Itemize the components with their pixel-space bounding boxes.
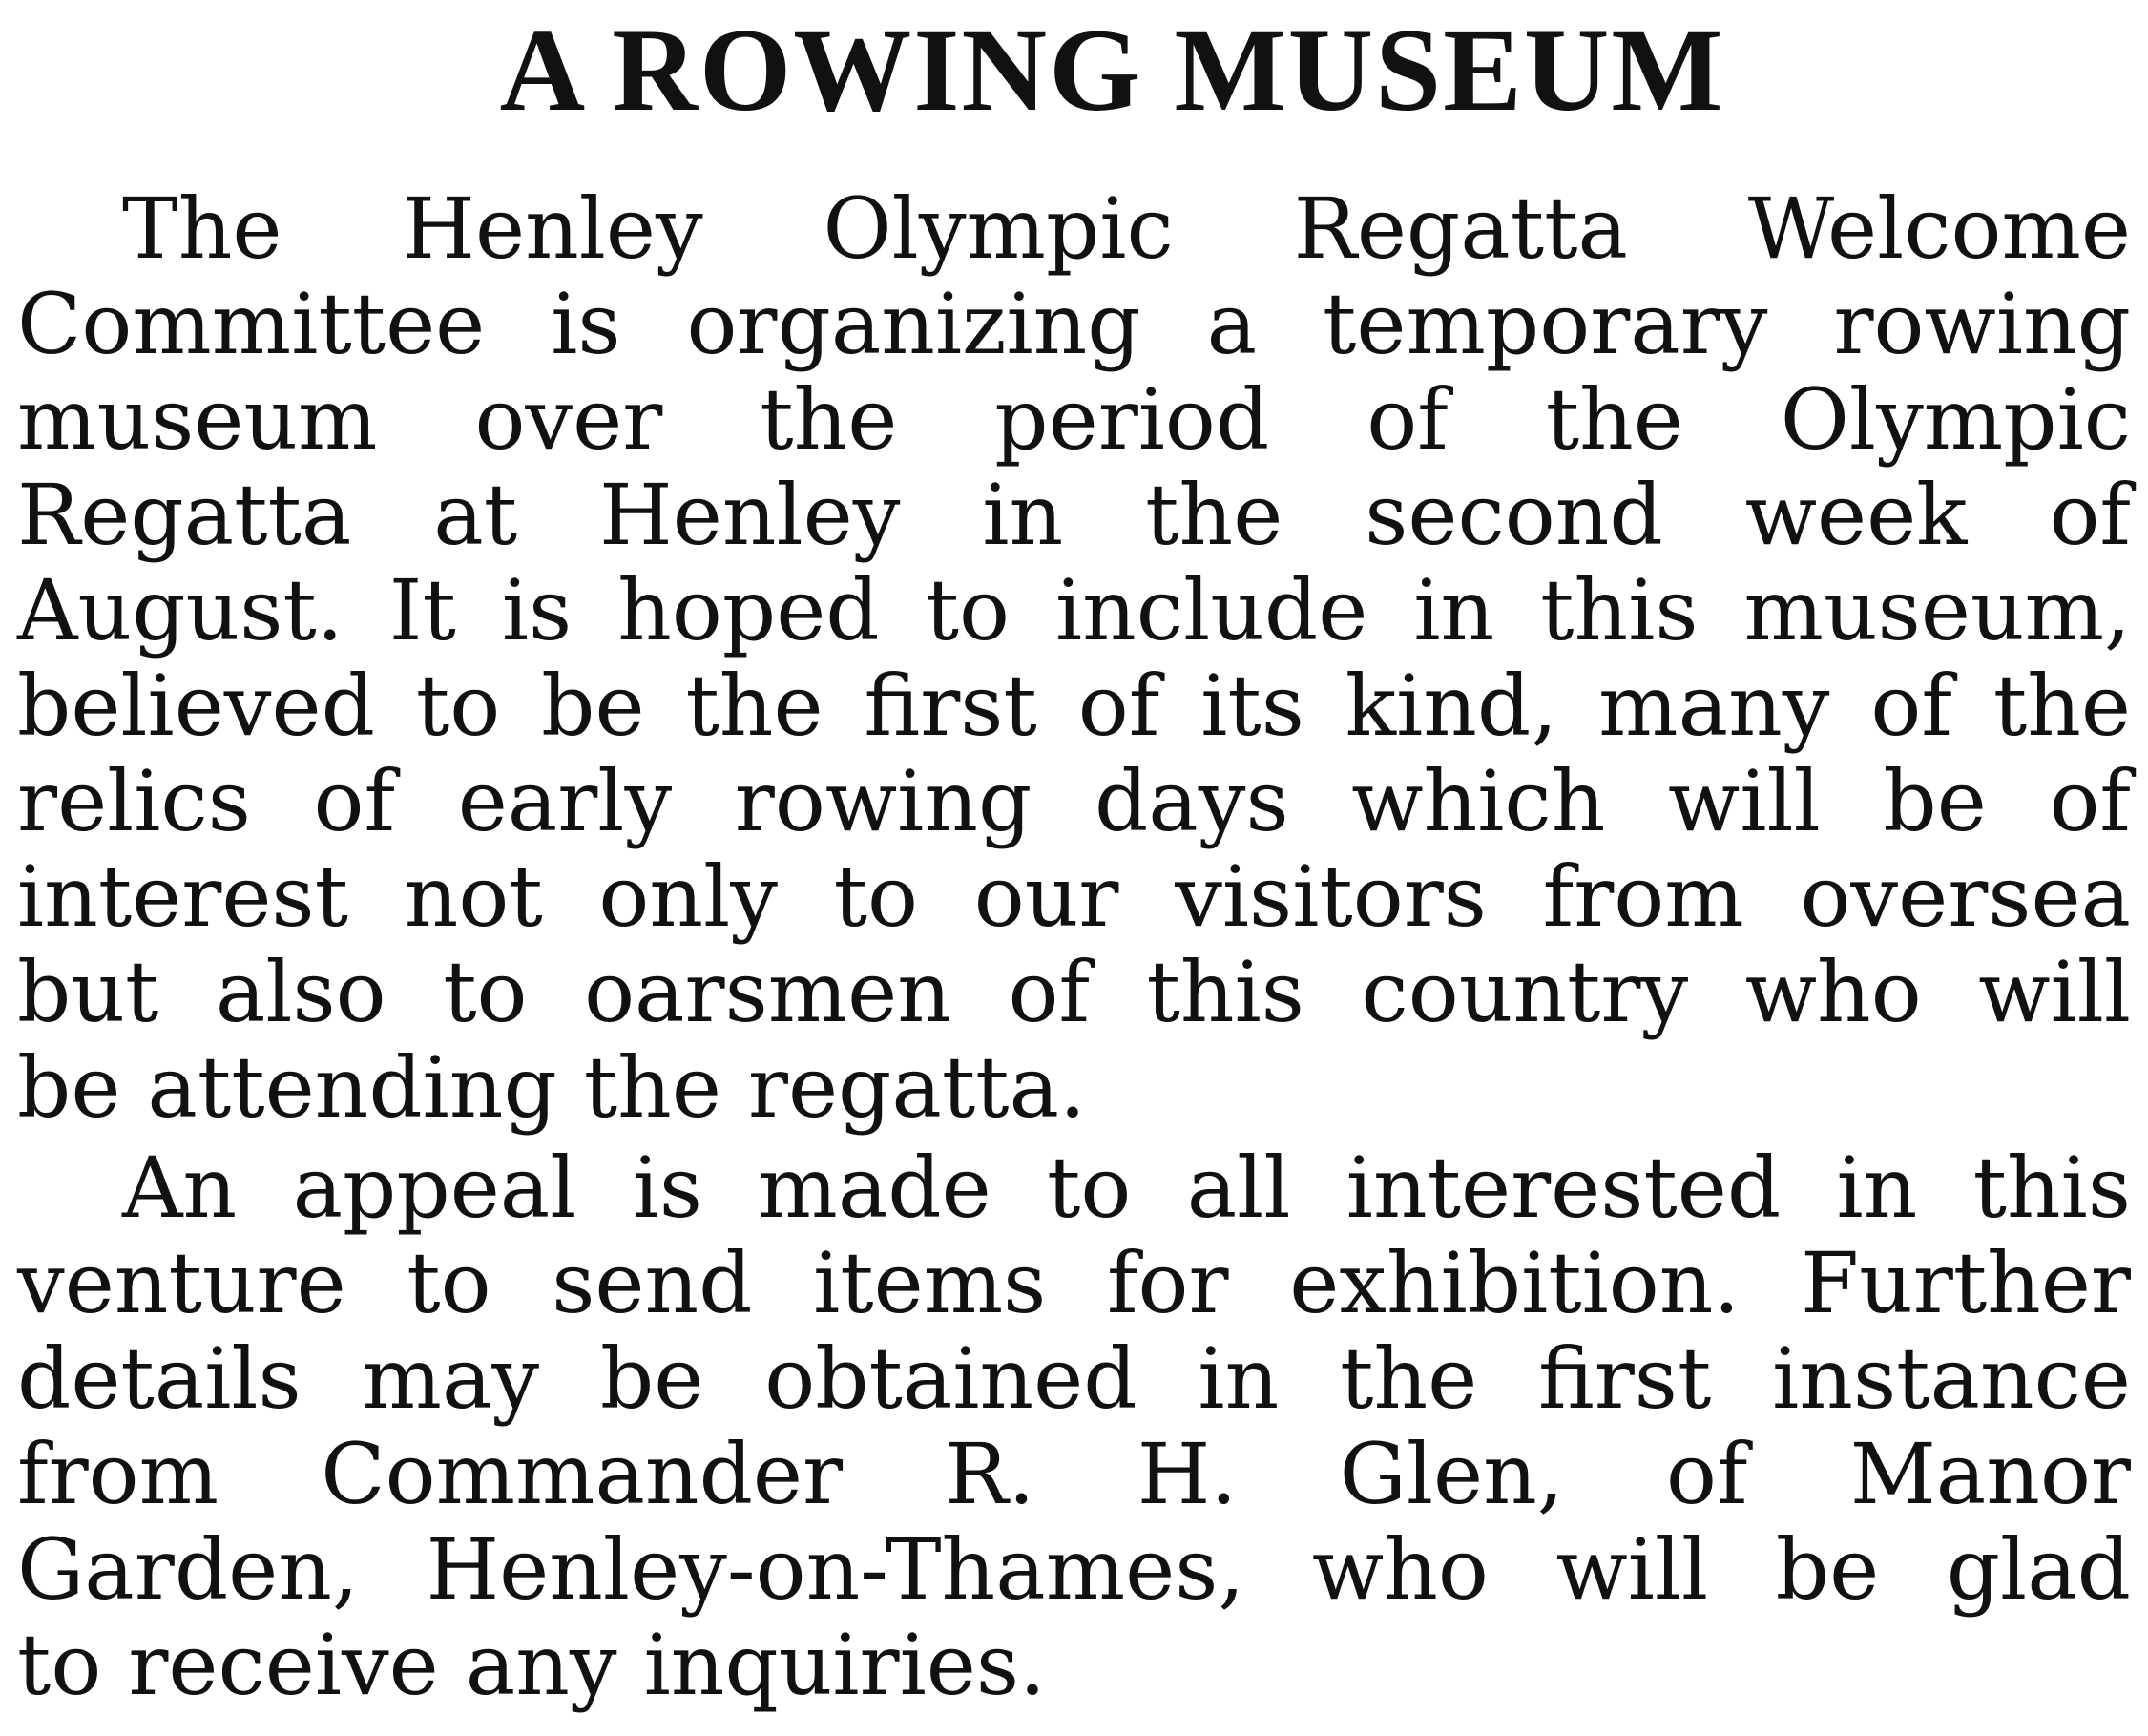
text-line: believed to be the first of its kind, many of the (17, 657, 2131, 755)
text-line: Committee is organizing a temporary rowing (17, 275, 2131, 373)
text-line: interest not only to our visitors from oversea (17, 847, 2131, 946)
newspaper-clipping (17, 5, 2131, 1725)
text-line: be attending the regatta. (17, 1038, 1086, 1137)
text-line: from Commander R. H. Glen, of Manor (17, 1425, 2131, 1523)
text-line: An appeal is made to all interested in this (122, 1139, 2131, 1237)
text-line: August. It is hoped to include in this museum, (17, 561, 2131, 659)
text-line: but also to oarsmen of this country who will (17, 943, 2131, 1041)
text-line: details may be obtained in the first instance (17, 1329, 2131, 1428)
text-line: The Henley Olympic Regatta Welcome (122, 179, 2131, 278)
text-line: venture to send items for exhibition. Further (17, 1234, 2131, 1332)
article-headline: A ROWING MUSEUM (499, 5, 1725, 136)
text-line: museum over the period of the Olympic (17, 370, 2131, 469)
text-line: to receive any inquiries. (17, 1616, 1046, 1714)
text-line: relics of early rowing days which will be of (17, 752, 2131, 850)
text-line: Regatta at Henley in the second week of (17, 466, 2131, 564)
text-line: Garden, Henley-on-Thames, who will be glad (17, 1520, 2131, 1619)
